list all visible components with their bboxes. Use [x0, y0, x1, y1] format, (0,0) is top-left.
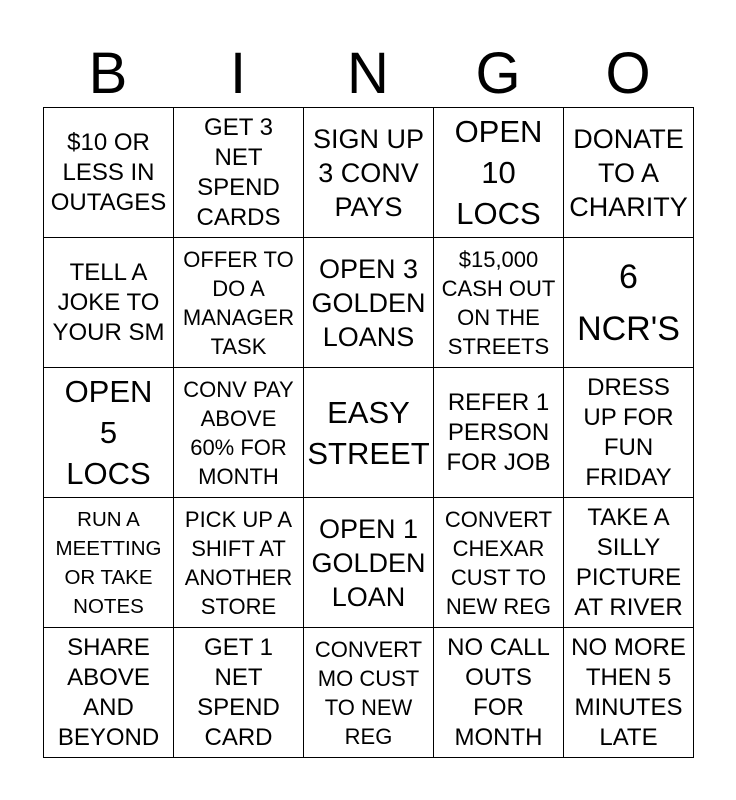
bingo-cell[interactable]: $15,000 CASH OUT ON THE STREETS	[434, 238, 564, 368]
header-letter-n: N	[347, 41, 389, 106]
bingo-cell[interactable]: CONVERT MO CUST TO NEW REG	[304, 628, 434, 758]
bingo-board	[43, 107, 694, 758]
bingo-cell[interactable]: $10 OR LESS IN OUTAGES	[44, 108, 174, 238]
header-letter-i: I	[229, 41, 247, 106]
header-letter-o: O	[605, 41, 651, 106]
bingo-cell[interactable]: DONATE TO A CHARITY	[564, 108, 694, 238]
bingo-cell[interactable]: REFER 1 PERSON FOR JOB	[434, 368, 564, 498]
bingo-cell[interactable]: NO CALL OUTS FOR MONTH	[434, 628, 564, 758]
bingo-cell[interactable]: SIGN UP 3 CONV PAYS	[304, 108, 434, 238]
bingo-cell[interactable]: DRESS UP FOR FUN FRIDAY	[564, 368, 694, 498]
bingo-cell[interactable]: OPEN 3 GOLDEN LOANS	[304, 238, 434, 368]
bingo-cell[interactable]: TELL A JOKE TO YOUR SM	[44, 238, 174, 368]
bingo-cell[interactable]: OPEN 1 GOLDEN LOAN	[304, 498, 434, 628]
bingo-cell[interactable]: EASY STREET	[304, 368, 434, 498]
bingo-cell[interactable]: SHARE ABOVE AND BEYOND	[44, 628, 174, 758]
bingo-cell[interactable]: 6 NCR'S	[564, 238, 694, 368]
bingo-header	[43, 42, 693, 106]
bingo-cell[interactable]: CONVERT CHEXAR CUST TO NEW REG	[434, 498, 564, 628]
bingo-cell[interactable]: PICK UP A SHIFT AT ANOTHER STORE	[174, 498, 304, 628]
header-letter-b: B	[88, 41, 128, 106]
bingo-cell[interactable]: TAKE A SILLY PICTURE AT RIVER	[564, 498, 694, 628]
bingo-cell[interactable]: GET 3 NET SPEND CARDS	[174, 108, 304, 238]
bingo-cell[interactable]: OPEN 10 LOCS	[434, 108, 564, 238]
bingo-cell[interactable]: GET 1 NET SPEND CARD	[174, 628, 304, 758]
header-letter-g: G	[475, 41, 521, 106]
bingo-cell[interactable]: CONV PAY ABOVE 60% FOR MONTH	[174, 368, 304, 498]
bingo-cell[interactable]: RUN A MEETTING OR TAKE NOTES	[44, 498, 174, 628]
bingo-cell[interactable]: OPEN 5 LOCS	[44, 368, 174, 498]
bingo-cell[interactable]: NO MORE THEN 5 MINUTES LATE	[564, 628, 694, 758]
bingo-cell[interactable]: OFFER TO DO A MANAGER TASK	[174, 238, 304, 368]
